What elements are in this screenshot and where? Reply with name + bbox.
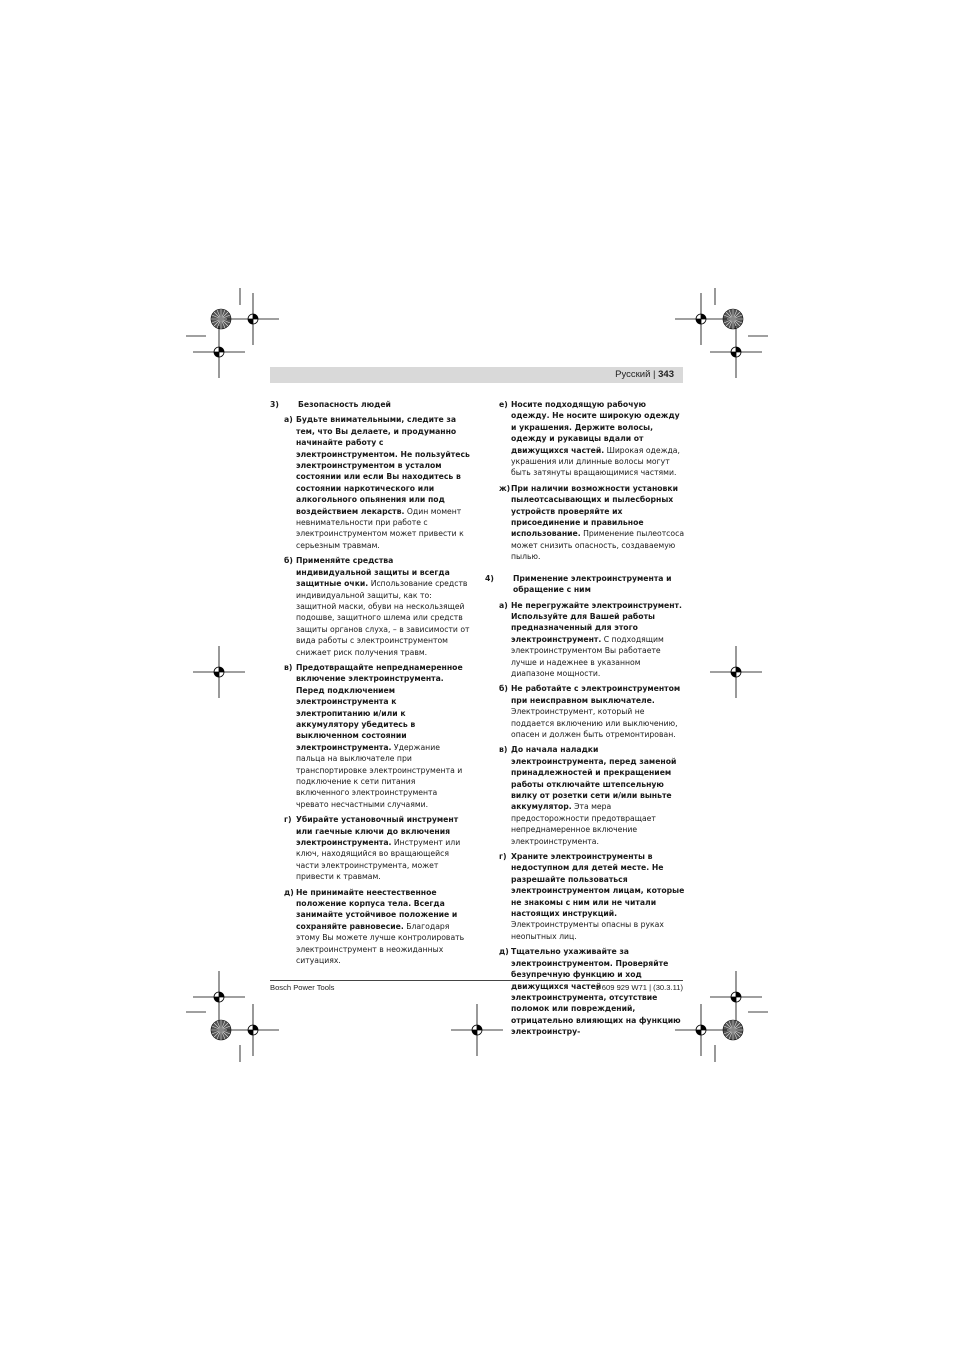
item-instruction: До начала наладки электроинструмента, перед заменой принадлежностей и прекращением работы отключайте штепсельную вилку от розетки сети и/или выньте аккумулятор. xyxy=(511,745,677,812)
section-title: Применение электроинструмента и обращение с ним xyxy=(513,573,672,595)
item-instruction: Применяйте средства индивидуальной защиты и всегда защитные очки. xyxy=(296,556,450,589)
safety-item xyxy=(485,683,685,740)
safety-item xyxy=(270,887,470,967)
right-column xyxy=(485,399,685,1042)
item-instruction: Будьте внимательными, следите за тем, что Вы делаете, и продуманно начинайте работу с электроинструментом. Не пользуйтесь электроинструментом в усталом состоянии или если Вы находитесь в состоянии наркотического или алкогольного опьянения или под воздействием лекарств. xyxy=(296,415,470,516)
section-heading-4 xyxy=(485,573,685,596)
item-letter: е) xyxy=(499,400,508,409)
item-explanation: Электроинструмент, который не поддается включению или выключению, опасен и должен быть отремонтирован. xyxy=(511,707,678,739)
item-explanation: Один момент невнимательности при работе с электроинструментом может привести к серьезным травмам. xyxy=(296,506,464,550)
safety-item xyxy=(270,662,470,810)
item-explanation: С подходящим электроинструментом Вы работаете лучше и надежнее в указанном диапазоне мощности. xyxy=(511,634,664,678)
item-instruction: Убирайте установочный инструмент или гаечные ключи до включения электроинструмента. xyxy=(296,815,459,848)
item-instruction: Тщательно ухаживайте за электроинструментом. Проверяйте безупречную функцию и ход движущихся частей электроинструмента, отсутствие поломок или повреждений, отрицательно влияющих на функцию электроинстру- xyxy=(511,947,681,1037)
item-explanation: Инструмент или ключ, находящийся во вращающейся части электроинструмента, может привести к травмам. xyxy=(296,838,461,882)
section-number: 4) xyxy=(485,573,494,583)
safety-item xyxy=(270,814,470,882)
item-instruction: Не работайте с электроинструментом при неисправном выключателе. xyxy=(511,684,681,705)
section-heading-3 xyxy=(270,399,470,410)
header-separator: | xyxy=(653,369,656,380)
footer-doc-number: 1 609 929 W71 | (30.3.11) xyxy=(595,983,683,992)
safety-item xyxy=(270,414,470,551)
item-explanation: Благодаря этому Вы можете лучше контролировать электроинструмент в неожиданных ситуациях. xyxy=(296,921,465,966)
safety-item xyxy=(485,744,685,847)
safety-item xyxy=(270,555,470,658)
item-explanation: Удержание пальца на выключателе при транспортировке электроинструмента и подключение к сети питания включенного электроинструмента чревато несчастными случаями. xyxy=(296,742,463,809)
item-instruction: Носите подходящую рабочую одежду. Не носите широкую одежду и украшения. Держите волосы, одежду и рукавицы вдали от движущихся частей. xyxy=(511,400,680,455)
safety-item xyxy=(485,600,685,680)
item-letter: в) xyxy=(284,662,293,672)
header-language: Русский xyxy=(615,369,651,380)
item-explanation: Эта мера предосторожности предотвращает непреднамеренное включение электроинструмента. xyxy=(511,802,656,846)
item-letter: а) xyxy=(284,415,293,425)
section-number: 3) xyxy=(270,400,279,409)
item-letter: г) xyxy=(284,815,292,825)
item-instruction: Храните электроинструменты в недоступном для детей месте. Не разрешайте пользоваться электроинструментом лицам, которые не знакомы с ним или не читали настоящих инструкций. xyxy=(511,852,685,919)
safety-item xyxy=(485,483,685,563)
page-header xyxy=(270,367,683,383)
item-instruction: При наличии возможности установки пылеотсасывающих и пылесборных устройств проверяйте их присоединение и правильное использование. xyxy=(511,483,679,539)
footer-brand: Bosch Power Tools xyxy=(270,983,335,992)
item-instruction: Не принимайте неестественное положение корпуса тела. Всегда занимайте устойчивое положение и сохраняйте равновесие. xyxy=(296,887,458,931)
item-explanation: Использование средств индивидуальной защиты, как то: защитной маски, обуви на нескользящей подошве, защитного шлема или средств защиты органов слуха, – в зависимости от вида работы с электроинструментом снижает риск получения травм. xyxy=(296,579,470,657)
item-letter: ж) xyxy=(499,483,511,493)
safety-item xyxy=(485,399,685,479)
item-instruction: Не перегружайте электроинструмент. Используйте для Вашей работы предназначенный для этого электроинструмент. xyxy=(511,600,682,644)
item-letter: д) xyxy=(499,947,509,957)
header-text xyxy=(615,368,674,382)
item-letter: д) xyxy=(284,887,294,897)
item-letter: г) xyxy=(499,852,507,862)
item-letter: а) xyxy=(499,600,508,610)
footer-rule xyxy=(270,980,683,981)
page-number: 343 xyxy=(658,369,674,380)
item-letter: б) xyxy=(499,684,508,694)
safety-item xyxy=(485,851,685,942)
item-letter: б) xyxy=(284,556,293,566)
section-title: Безопасность людей xyxy=(298,400,391,409)
left-column xyxy=(270,399,470,971)
item-instruction: Предотвращайте непреднамеренное включение электроинструмента. Перед подключением электроинструмента к электропитанию и/или к аккумулятору убедитесь в выключенном состоянии электроинструмента. xyxy=(296,662,463,752)
item-explanation: Электроинструменты опасны в руках неопытных лиц. xyxy=(511,920,664,941)
item-letter: в) xyxy=(499,745,508,755)
item-explanation: Применение пылеотсоса может снизить опасность, создаваемую пылью. xyxy=(511,529,685,562)
item-explanation: Широкая одежда, украшения или длинные волосы могут быть затянуты вращающимися частями. xyxy=(511,445,680,478)
